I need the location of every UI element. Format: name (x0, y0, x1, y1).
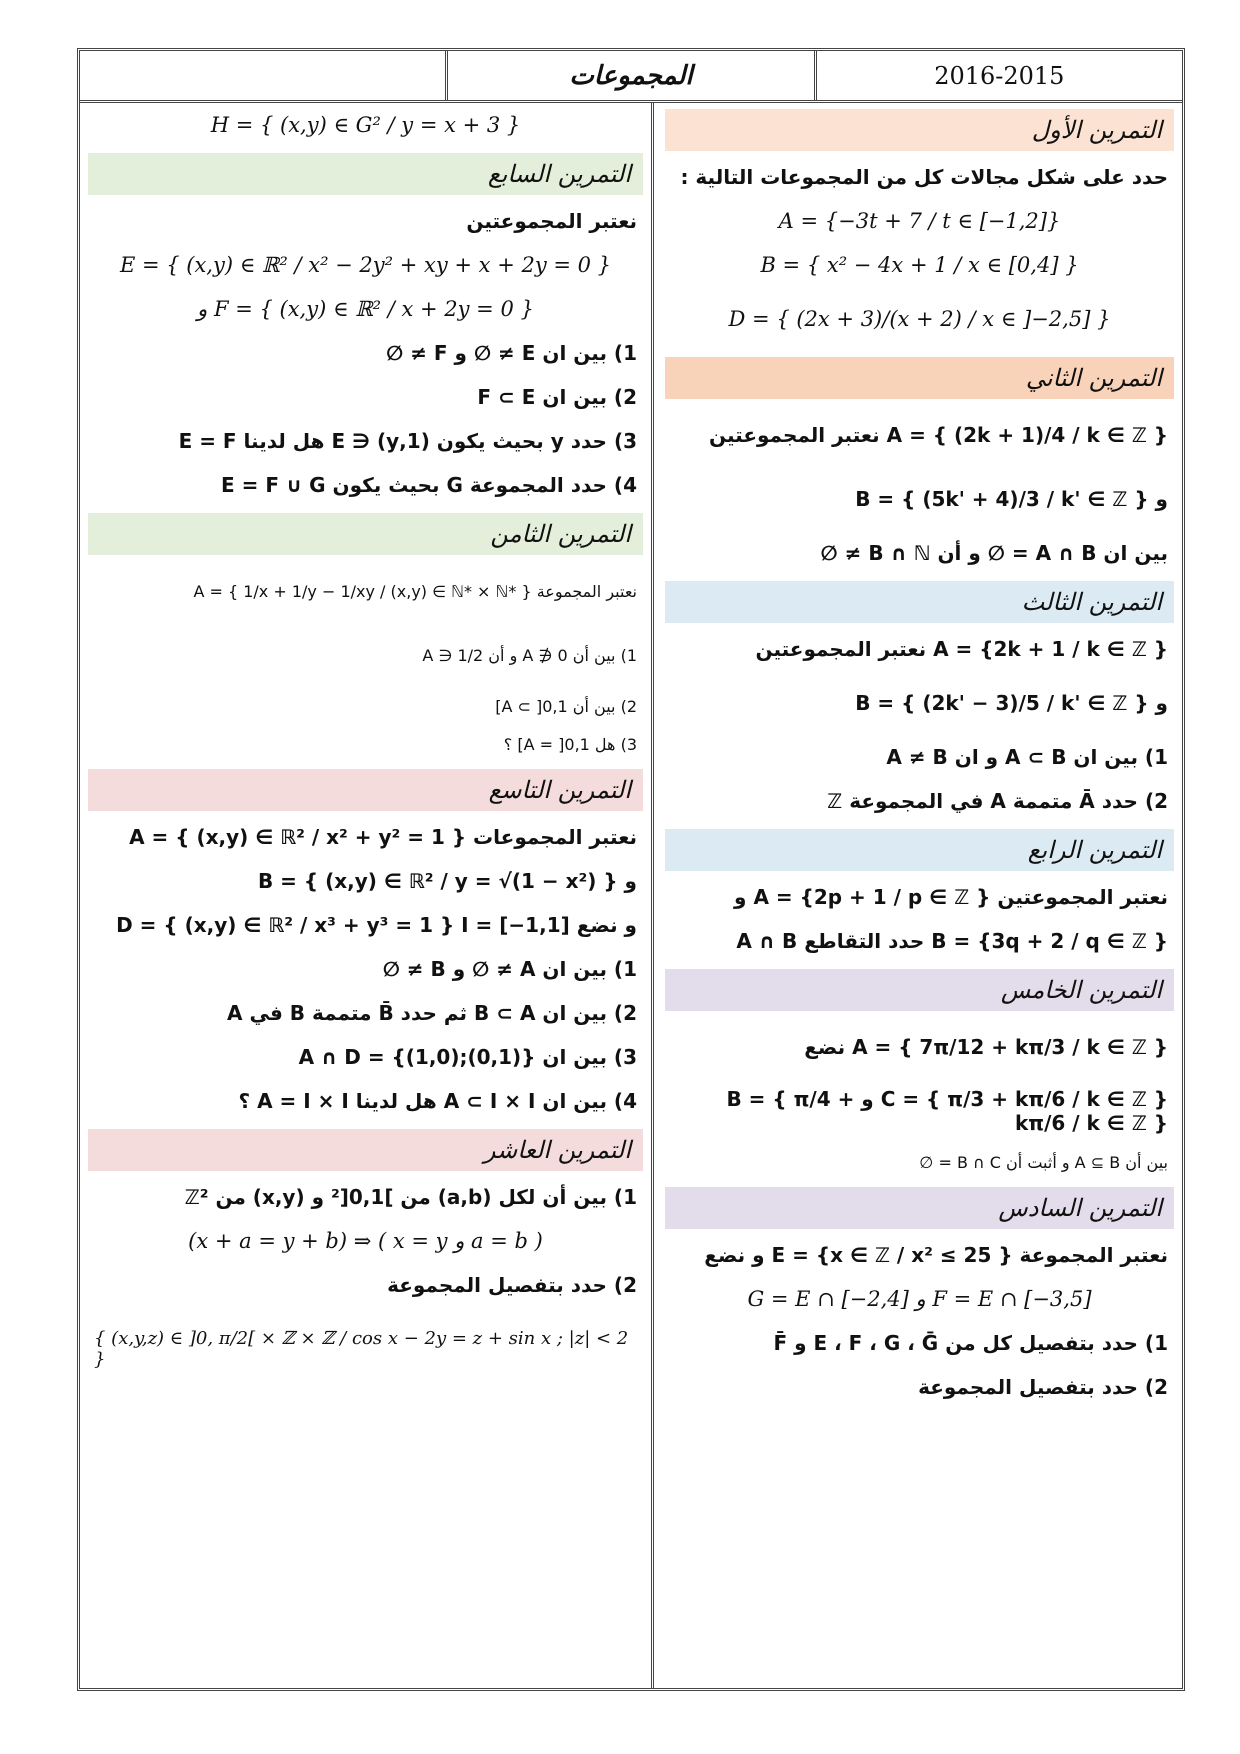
ex10-q2: 2) حدد بتفصيل المجموعة (387, 1273, 637, 1297)
exercise-7-title: التمرين السابع (88, 153, 643, 195)
ex8-q1: 1) بين أن 0 ∉ A و أن 1/2 ∈ A (422, 645, 637, 665)
header-year: 2016-2015 (814, 51, 1182, 100)
ex9-line3: و نضع D = { (x,y) ∈ ℝ² / x³ + y³ = 1 } I = [−1,1] (116, 913, 637, 937)
left-column (80, 103, 654, 1688)
header-title: المجموعات (445, 51, 813, 100)
ex9-q2: 2) بين ان B ⊂ A ثم حدد B̄ متممة B في A (227, 1001, 637, 1025)
exercise-6-title: التمرين السادس (665, 1187, 1174, 1229)
exercise-5-title: التمرين الخامس (665, 969, 1174, 1011)
ex9-q4: 4) بين ان A ⊂ I × I هل لدينا A = I × I ؟ (238, 1089, 637, 1113)
ex1-set-B: B = { x² − 4x + 1 / x ∈ [0,4] } (760, 253, 1079, 277)
ex10-set: { (x,y,z) ∈ ]0, π/2[ × ℤ × ℤ / cos x − 2y = z + sin x ; |z| < 2 } (94, 1328, 629, 1370)
ex7-set-F: و F = { (x,y) ∈ ℝ² / x + 2y = 0 } (197, 297, 534, 321)
ex5-line3: بين أن A ⊆ B و أثبت أن B ∩ C = ∅ (919, 1152, 1168, 1172)
ex8-q2: 2) بين أن A ⊂ ]0,1] (495, 696, 637, 716)
ex7-set-E: E = { (x,y) ∈ ℝ² / x² − 2y² + xy + x + 2y = 0 } (119, 253, 612, 277)
right-column (657, 103, 1182, 1688)
exercise-10-title: التمرين العاشر (88, 1129, 643, 1171)
ex10-q1b: (x + a = y + b) ⇒ ( x = y و a = b ) (188, 1229, 543, 1253)
ex4-line2: B = {3q + 2 / q ∈ ℤ } حدد التقاطع A ∩ B (736, 929, 1168, 953)
ex4-line1: نعتبر المجموعتين A = {2p + 1 / p ∈ ℤ } و (734, 885, 1168, 909)
ex2-line2: و B = { (5k' + 4)/3 / k' ∈ ℤ } (855, 487, 1168, 511)
ex9-line2: و B = { (x,y) ∈ ℝ² / y = √(1 − x²) } (257, 869, 637, 893)
ex7-intro: نعتبر المجموعتين (466, 209, 637, 233)
ex7-q4: 4) حدد المجموعة G بحيث يكون E = F ∪ G (220, 473, 637, 497)
exercise-9-title: التمرين التاسع (88, 769, 643, 811)
ex5-line1: A = { 7π/12 + kπ/3 / k ∈ ℤ } نضع (804, 1035, 1168, 1059)
ex6-line1: نعتبر المجموعة E = {x ∈ ℤ / x² ≤ 25 } و نضع (704, 1243, 1168, 1267)
page-frame (77, 48, 1185, 1691)
ex3-line2: و B = { (2k' − 3)/5 / k' ∈ ℤ } (855, 691, 1168, 715)
ex6-q1: 1) حدد بتفصيل كل من E ، F ، G ، Ḡ و F̄ (773, 1331, 1168, 1355)
ex7-q3: 3) حدد y بحيث يكون (1,y) ∈ E هل لدينا E = F (178, 429, 637, 453)
exercise-3-title: التمرين الثالث (665, 581, 1174, 623)
ex3-line1: A = {2k + 1 / k ∈ ℤ } نعتبر المجموعتين (755, 637, 1168, 661)
ex9-line1: نعتبر المجموعات A = { (x,y) ∈ ℝ² / x² + y² = 1 } (129, 825, 637, 849)
ex2-line1: A = { (2k + 1)/4 / k ∈ ℤ } نعتبر المجموعتين (709, 423, 1168, 447)
ex3-q2: 2) حدد Ā متممة A في المجموعة ℤ (827, 789, 1168, 813)
header-table (80, 51, 1182, 103)
ex7-q1: 1) بين ان E ≠ ∅ و F ≠ ∅ (386, 341, 637, 365)
header-blank-cell (80, 51, 445, 100)
set-H: H = { (x,y) ∈ G² / y = x + 3 } (210, 113, 521, 137)
ex1-set-D: D = { (2x + 3)/(x + 2) / x ∈ ]−2,5] } (728, 307, 1111, 331)
ex3-q1: 1) بين ان A ⊂ B و ان A ≠ B (886, 745, 1168, 769)
ex9-q1: 1) بين ان A ≠ ∅ و B ≠ ∅ (382, 957, 637, 981)
exercise-8-title: التمرين الثامن (88, 513, 643, 555)
exercise-4-title: التمرين الرابع (665, 829, 1174, 871)
ex2-line3: بين ان A ∩ B = ∅ و أن B ∩ ℕ ≠ ∅ (820, 541, 1168, 565)
exercise-1-title: التمرين الأول (665, 109, 1174, 151)
ex1-intro: حدد على شكل مجالات كل من المجموعات التالية : (680, 165, 1168, 189)
ex6-q2: 2) حدد بتفصيل المجموعة (918, 1375, 1168, 1399)
ex8-q3: 3) هل A = ]0,1] ؟ (503, 734, 637, 754)
ex8-set-A: نعتبر المجموعة A = { 1/x + 1/y − 1/xy / (x,y) ∈ ℕ* × ℕ* } (193, 581, 637, 601)
ex9-q3: 3) بين ان A ∩ D = {(1,0);(0,1)} (298, 1045, 637, 1069)
ex1-set-A: A = {−3t + 7 / t ∈ [−1,2]} (778, 209, 1061, 233)
ex10-q1: 1) بين أن لكل (a,b) من ]0,1[² و (x,y) من ℤ² (184, 1185, 637, 1209)
exercise-2-title: التمرين الثاني (665, 357, 1174, 399)
ex6-line2: G = E ∩ [−2,4] و F = E ∩ [−3,5] (747, 1287, 1092, 1311)
ex5-line2: C = { π/3 + kπ/6 / k ∈ ℤ } و B = { π/4 + kπ/6 / k ∈ ℤ } (726, 1087, 1168, 1135)
ex7-q2: 2) بين ان F ⊂ E (477, 385, 637, 409)
